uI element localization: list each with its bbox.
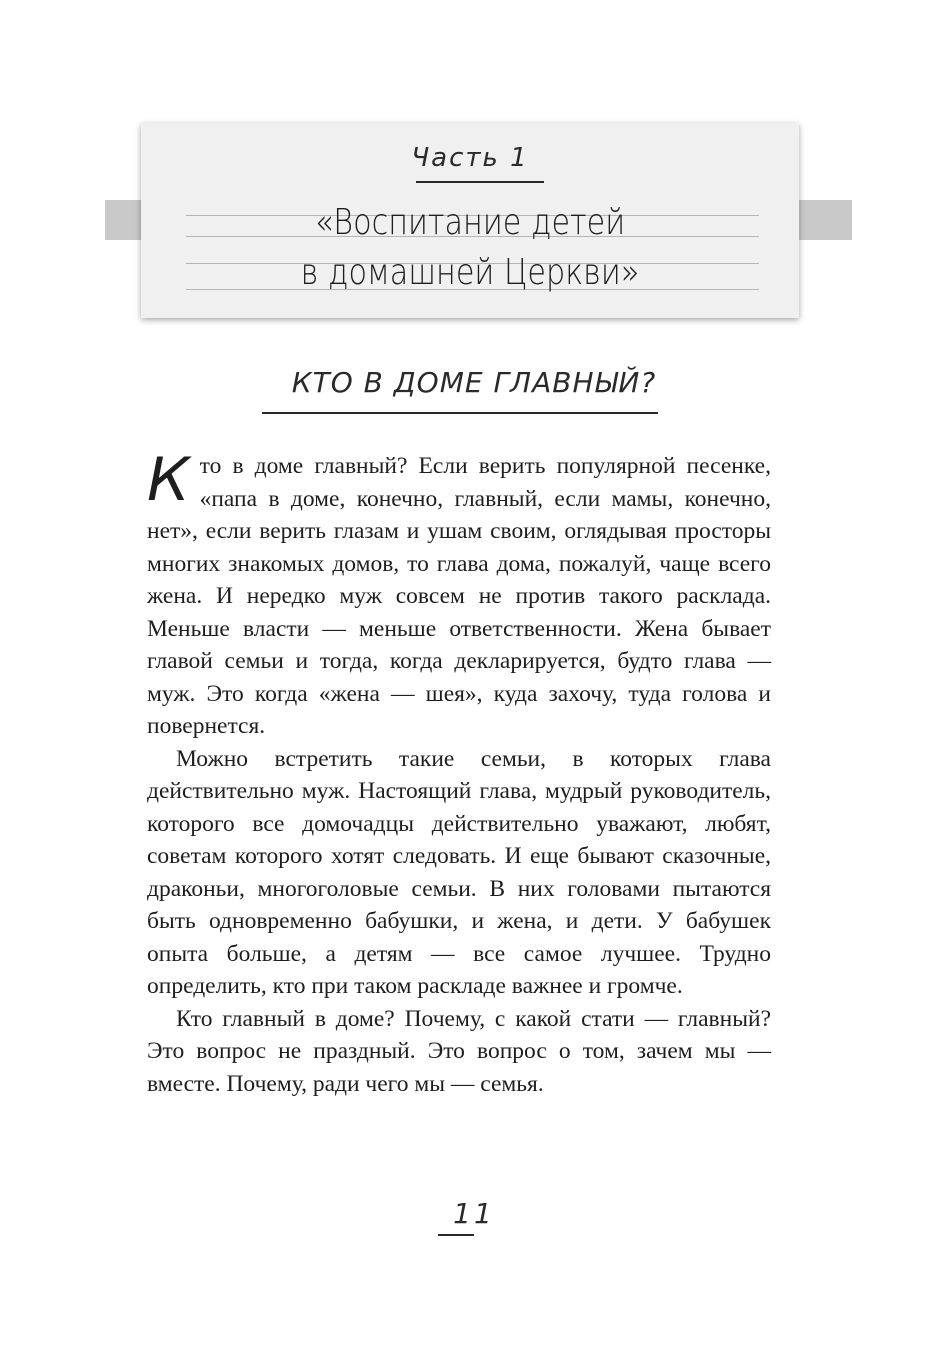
paragraph-1 xyxy=(147,445,771,743)
page-number-underline xyxy=(438,1234,474,1236)
paragraph-3: Кто главный в доме? Почему, с какой стати — главный? Это вопрос не праздный. Это вопрос о том, зачем мы — вместе. Почему, ради чего мы — семья. xyxy=(147,1005,771,1097)
drop-cap: К xyxy=(147,445,190,515)
part-label-underline xyxy=(416,181,544,183)
part-label: Часть 1 xyxy=(411,143,529,173)
section-heading-underline xyxy=(262,412,658,414)
part-title xyxy=(194,198,747,298)
part-title-line-1: «Воспитание детей xyxy=(314,202,626,243)
paragraph-2: Можно встретить такие семьи, в которых глава действительно муж. Настоящий глава, мудрый руководитель, которого все домочадцы действительно уважают, любят, советам которого хотят следовать. И еще бывают сказочные, драконьи, многоголовые семьи. В них головами пытаются быть одновременно бабушки, и жена, и дети. У бабушек опыта больше, а детям — все самое лучшее. Трудно определить, кто при таком раскладе важнее и громче. xyxy=(147,745,771,999)
page-number: 11 xyxy=(453,1197,495,1230)
section-heading: КТО В ДОМЕ ГЛАВНЫЙ? xyxy=(291,366,657,399)
paragraph-1-text: то в доме главный? Если верить популярной песенке, «папа в доме, конечно, главный, если мамы, конечно, нет», если верить глазам и ушам своим, оглядывая просторы многих знакомых домов, то глава дома, пожалуй, чаще всего жена. И нередко муж совсем не против такого расклада. Меньше власти — меньше ответственности. Жена бывает главой семьи и тогда, когда декларируется, будто глава — муж. Это когда «жена — шея», куда захочу, туда голова и повернется. xyxy=(147,453,771,739)
part-title-line-2: в домашней Церкви» xyxy=(300,252,640,293)
part-title-card xyxy=(141,123,799,318)
body-text xyxy=(147,445,771,1100)
